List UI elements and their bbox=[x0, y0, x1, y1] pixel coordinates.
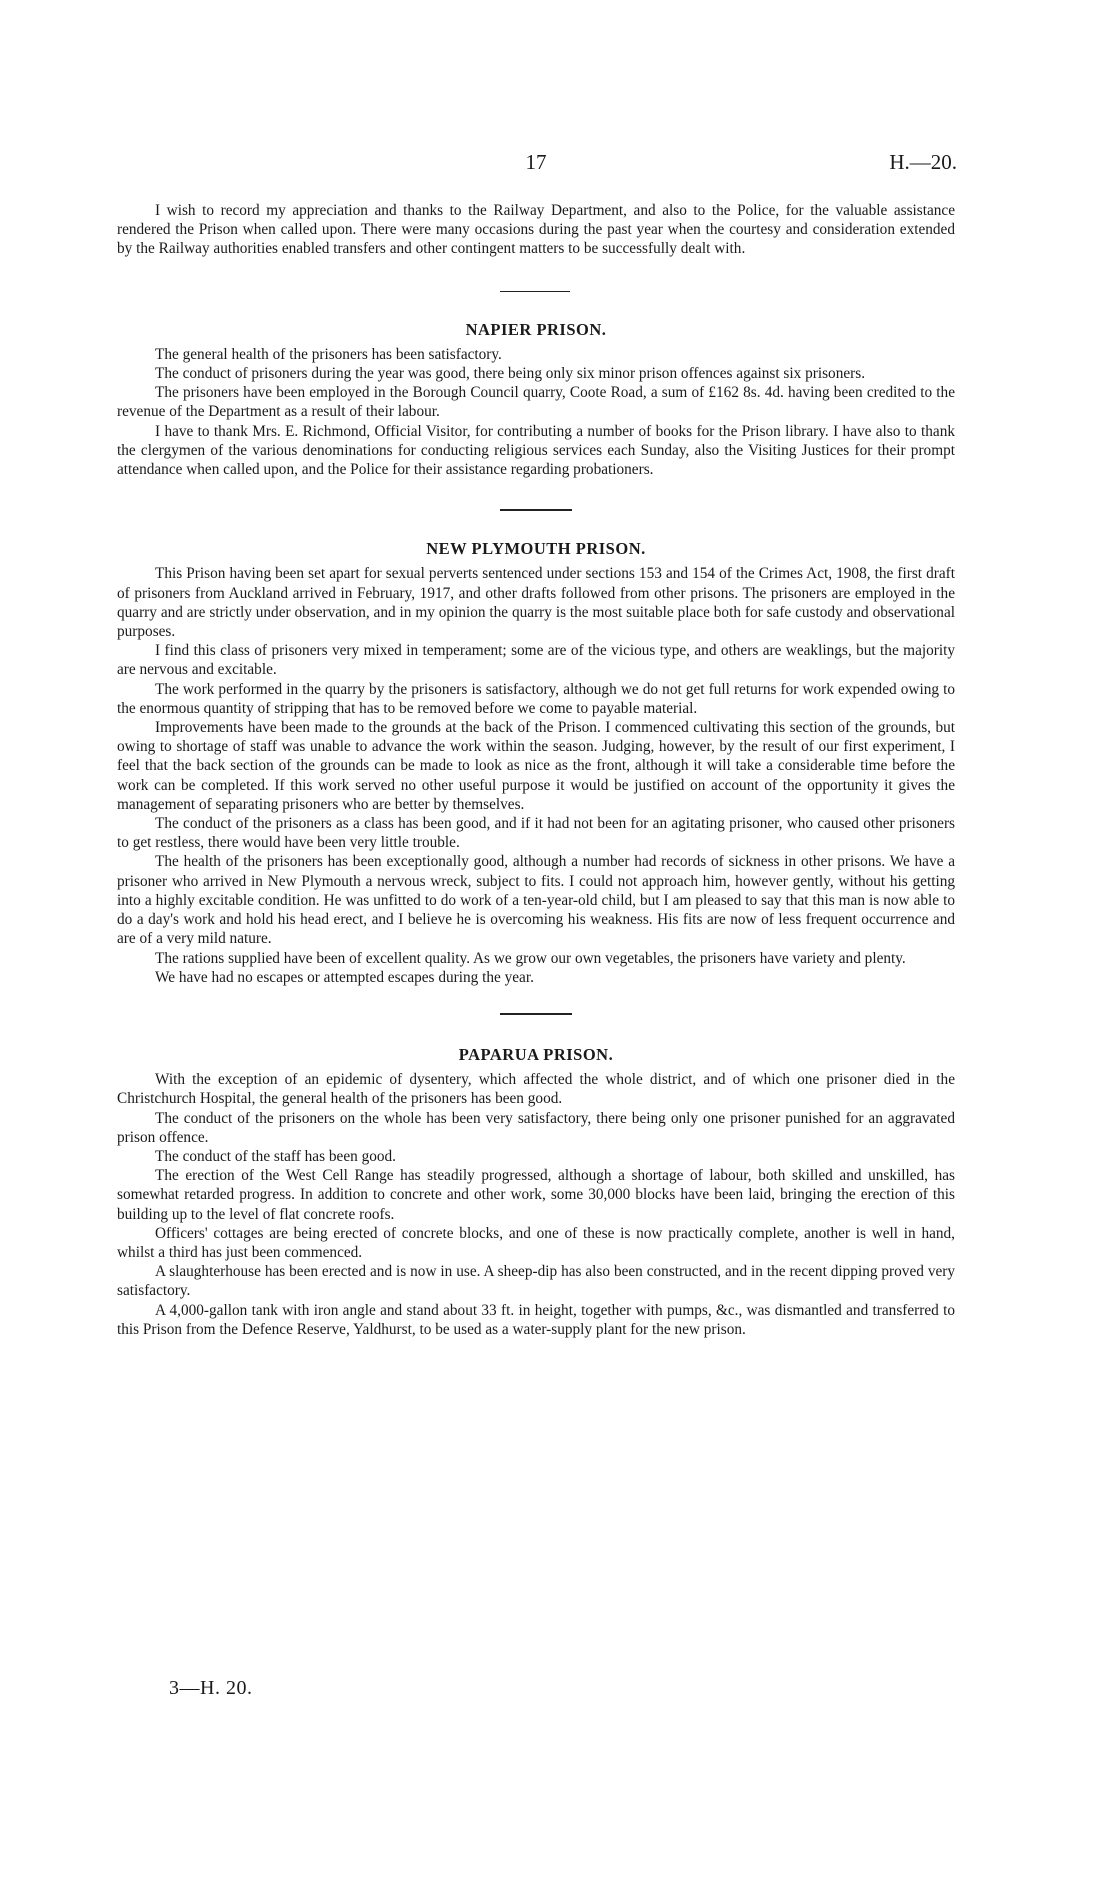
paparua-paragraph: The erection of the West Cell Range has steadily progressed, although a shortage of labour, both skilled and unskilled, has somewhat retarded progress. In addition to concrete and other work, some 30,000 blocks have been laid, bringing the erection of this building up to the level of flat concrete roofs. bbox=[117, 1167, 955, 1223]
new-plymouth-paragraph: The health of the prisoners has been exceptionally good, although a number had records of sickness in other prisons. We have a prisoner who arrived in New Plymouth a nervous wreck, subject to fits. I could not approach him, however gently, without his getting into a highly excitable condition. He was unfitted to do work of a ten-year-old child, but I am pleased to say that this man is now able to do a day's work and hold his head erect, and I believe he is overcoming his weakness. His fits are now of less frequent occurrence and are of a very mild nature. bbox=[117, 853, 955, 948]
new-plymouth-paragraph: Improvements have been made to the grounds at the back of the Prison. I commenced cultivating this section of the grounds, but owing to shortage of staff was unable to advance the work within the season. Judging, however, by the result of our first experiment, I feel that the back section of the grounds can be made to look as nice as the front, although it will take a considerable time before the work can be completed. If this work served no other useful purpose it would be justified on account of the opportunity it gives the management of separating prisoners who are better by themselves. bbox=[117, 719, 955, 813]
paparua-paragraph: Officers' cottages are being erected of concrete blocks, and one of these is now practically complete, another is well in hand, whilst a third has just been commenced. bbox=[117, 1224, 955, 1261]
paparua-paragraph: The conduct of the staff has been good. bbox=[155, 1147, 396, 1165]
paparua-paragraph: The conduct of the prisoners on the whole has been very satisfactory, there being only one prisoner punished for an aggravated prison offence. bbox=[117, 1109, 955, 1146]
new-plymouth-paragraph: I find this class of prisoners very mixed in temperament; some are of the vicious type, and others are weaklings, but the majority are nervous and excitable. bbox=[117, 642, 955, 679]
new-plymouth-paragraph: The work performed in the quarry by the prisoners is satisfactory, although we do not get full returns for work expended owing to the enormous quantity of stripping that has to be removed before we come to payable material. bbox=[117, 680, 955, 717]
new-plymouth-paragraph: This Prison having been set apart for sexual perverts sentenced under sections 153 and 154 of the Crimes Act, 1908, the first draft of prisoners from Auckland arrived in February, 1917, and other drafts followed from other prisons. The prisoners are employed in the quarry and are strictly under observation, and in my opinion the quarry is the most suitable place both for safe custody and observational purposes. bbox=[117, 565, 955, 641]
paparua-paragraph: A slaughterhouse has been erected and is now in use. A sheep-dip has also been constructed, and in the recent dipping proved very satisfactory. bbox=[117, 1263, 955, 1300]
napier-paragraph: I have to thank Mrs. E. Richmond, Official Visitor, for contributing a number of books for the Prison library. I have also to thank the clergymen of the various denominations for conducting religious services each Sunday, also the Visiting Justices for their prompt attendance when called upon, and the Police for their assistance regarding probationers. bbox=[117, 422, 955, 479]
intro-paragraph: I wish to record my appreciation and thanks to the Railway Department, and also to the Police, for the valuable assistance rendered the Prison when called upon. There were many occasions during the past year when the courtesy and consideration extended by the Railway authorities enabled transfers and other contingent matters to be successfully dealt with. bbox=[117, 202, 955, 258]
new-plymouth-paragraph: The conduct of the prisoners as a class has been good, and if it had not been for an agitating prisoner, who caused other prisoners to get restless, there would have been very little trouble. bbox=[117, 815, 955, 852]
paparua-paragraph: With the exception of an epidemic of dysentery, which affected the whole district, and of which one prisoner died in the Christchurch Hospital, the general health of the prisoners has been good. bbox=[117, 1071, 955, 1108]
new-plymouth-paragraph: The rations supplied have been of excellent quality. As we grow our own vegetables, the prisoners have variety and plenty. bbox=[155, 949, 906, 967]
paparua-paragraph: A 4,000-gallon tank with iron angle and stand about 33 ft. in height, together with pumps, &c., was dismantled and transferred to this Prison from the Defence Reserve, Yaldhurst, to be used as a water-supply plant for the new prison. bbox=[117, 1301, 955, 1338]
napier-paragraph: The conduct of prisoners during the year was good, there being only six minor prison offences against six prisoners. bbox=[155, 365, 866, 383]
section-title-paparua: PAPARUA PRISON. bbox=[458, 1044, 614, 1064]
page-signature: 3—H. 20. bbox=[169, 1677, 253, 1699]
section-title-napier: NAPIER PRISON. bbox=[465, 319, 607, 339]
report-body bbox=[117, 201, 955, 1339]
page-number: 17 bbox=[525, 150, 547, 174]
section-title-new-plymouth: NEW PLYMOUTH PRISON. bbox=[426, 539, 646, 559]
page-header bbox=[117, 150, 955, 180]
napier-paragraph: The prisoners have been employed in the Borough Council quarry, Coote Road, a sum of £162 8s. 4d. having been credited to the revenue of the Department as a result of their labour. bbox=[117, 384, 955, 421]
new-plymouth-paragraph: We have had no escapes or attempted escapes during the year. bbox=[155, 968, 534, 986]
napier-paragraph: The general health of the prisoners has been satisfactory. bbox=[155, 345, 502, 363]
document-reference: H.—20. bbox=[889, 150, 957, 174]
